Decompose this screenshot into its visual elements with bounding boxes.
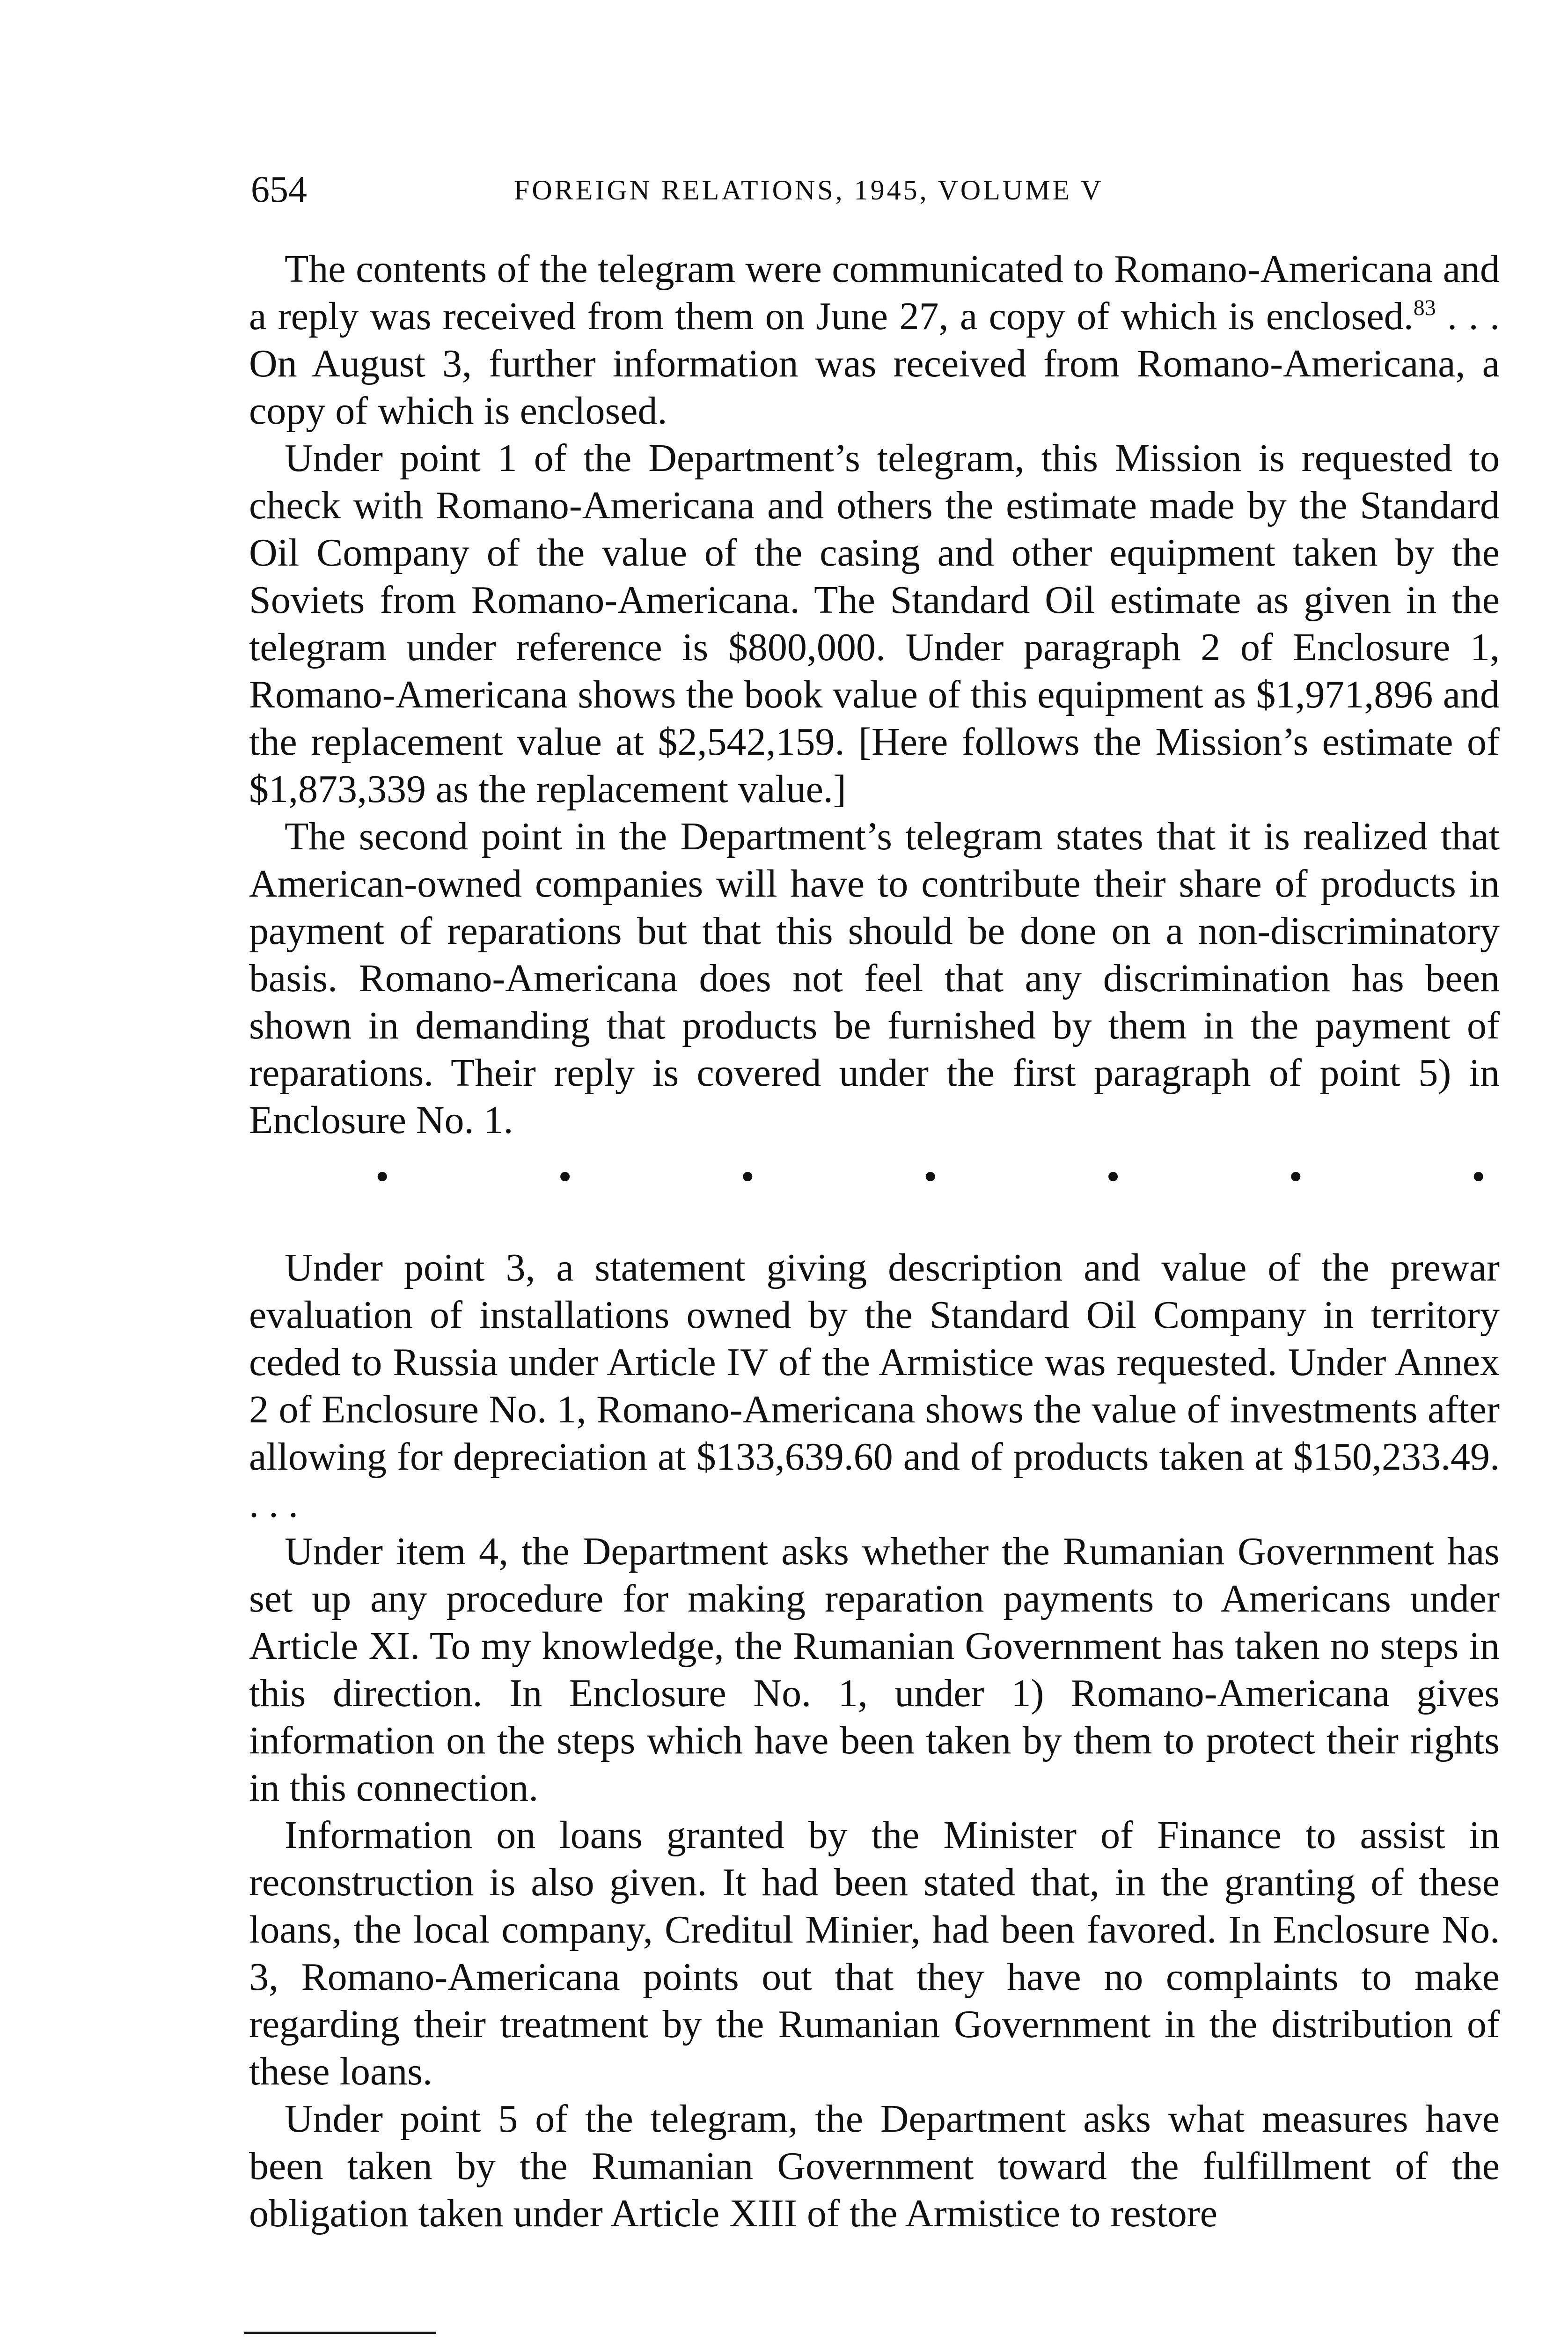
paragraph-point-3: Under point 3, a statement giving description and value of the prewar evaluation of installations owned by the Standard Oil Company in territory ceded to Russia under Article IV of the Armistice was requested. Under Annex 2 of Enclosure No. 1, Romano-Americana shows the value of investments after allowing for depreciation at $133,639.60 and of products taken at $150,233.49. . . . [249, 1246, 1500, 1526]
ellipsis-dot: • [375, 1155, 389, 1199]
paragraph-point-5: Under point 5 of the telegram, the Department asks what measures have been taken by the Rumanian Government toward the fulfillment of the obligation taken under Article XIII of the Armistice to restore [249, 2097, 1500, 2235]
paragraph-point-2: The second point in the Department’s telegram states that it is realized that American-owned companies will have to contribute their share of products in payment of reparations but that this should be done on a non-discriminatory basis. Romano-Americana does not feel that any discrimination has been shown in demanding that products be furnished by them in the payment of reparations. Their reply is covered under the first paragraph of point 5) in Enclosure No. 1. [249, 815, 1500, 1142]
omission-ellipsis [375, 1155, 1486, 1199]
footnote-reference: 83 [1413, 295, 1436, 320]
page-number: 654 [251, 169, 307, 210]
ellipsis-dot: • [1471, 1155, 1486, 1199]
ellipsis-dot: • [1289, 1155, 1303, 1199]
ellipsis-dot: • [740, 1155, 755, 1199]
paragraph-text: The contents of the telegram were communicated to Romano-Americana and a reply was received from them on June 27, a copy of which is enclosed. [249, 247, 1500, 338]
paragraph-text-continued: . . . On August 3, further information was received from Romano-Americana, a copy of which is enclosed. [249, 294, 1500, 433]
paragraph-point-1: Under point 1 of the Department’s telegram, this Mission is requested to check with Romano-Americana and others the estimate made by the Standard Oil Company of the value of the casing and other equipment taken by the Soviets from Romano-Americana. The Standard Oil estimate as given in the telegram under reference is $800,000. Under paragraph 2 of Enclosure 1, Romano-Americana shows the book value of this equipment as $1,971,896 and the replacement value at $2,542,159. [Here follows the Mission’s estimate of $1,873,339 as the replacement value.] [249, 436, 1500, 811]
page-header [251, 164, 1267, 215]
ellipsis-dot: • [923, 1155, 938, 1199]
ellipsis-dot: • [1106, 1155, 1120, 1199]
body-text [249, 245, 1500, 2237]
running-title: FOREIGN RELATIONS, 1945, VOLUME V [514, 175, 1104, 206]
paragraph-telegram-contents [249, 245, 1500, 434]
ellipsis-dot: • [558, 1155, 572, 1199]
paragraph-item-4: Under item 4, the Department asks whether the Rumanian Government has set up any procedure for making reparation payments to Americans under Article XI. To my knowledge, the Rumanian Government has taken no steps in this direction. In Enclosure No. 1, under 1) Romano-Americana gives information on the steps which have been taken by them to protect their rights in this connection. [249, 1530, 1500, 1810]
paragraph-loans: Information on loans granted by the Minister of Finance to assist in reconstruction is also given. It had been stated that, in the granting of these loans, the local company, Creditul Minier, had been favored. In Enclosure No. 3, Romano-Americana points out that they have no complaints to make regarding their treatment by the Rumanian Government in the distribution of these loans. [249, 1813, 1500, 2093]
footnote-divider [244, 2332, 436, 2334]
